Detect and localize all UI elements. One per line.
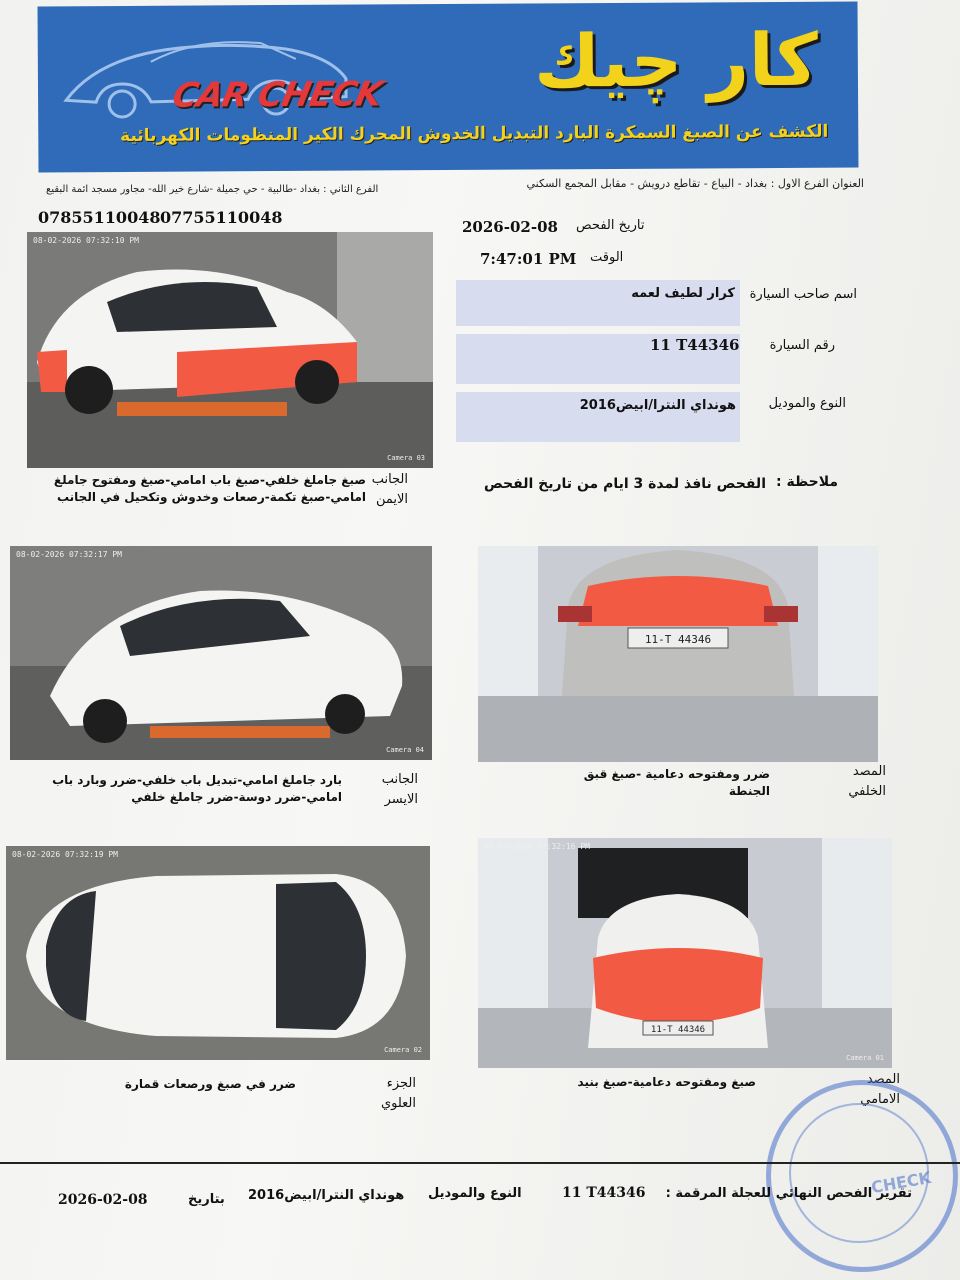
model-value: هونداي النترا/ابيض2016 (579, 398, 736, 413)
plate-label: رقم السيارة (769, 338, 835, 353)
company-stamp (766, 1080, 958, 1272)
right-side-label: الجانب الايمن (371, 472, 408, 507)
photo-top-timestamp: 08-02-2026 07:32:19 PM (12, 850, 118, 859)
front-plate-text: 11-T 44346 (650, 1025, 706, 1035)
branch1-address: العنوان الفرع الاول : بغداد - البياع - تقاطع درويش - مقابل المجمع السكني (526, 177, 864, 190)
date-value: 2026-02-08 (462, 218, 558, 236)
owner-value: كرار لطيف لعمه (631, 286, 735, 301)
rear-plate-text: 11-T 44346 (644, 633, 712, 646)
photo-front (478, 838, 892, 1068)
car-photo-top-image (6, 846, 430, 1060)
owner-label: اسم صاحب السيارة (749, 287, 857, 302)
stamp-text: CHECK (869, 1167, 933, 1198)
phone-1: 07755110048 (160, 208, 283, 227)
photo-front-timestamp: 08-02-2026 07:32:16 PM (484, 842, 590, 851)
footer-model-label: النوع والموديل (428, 1186, 522, 1201)
plate-value: 11 T44346 (650, 336, 740, 354)
footer-model-value: هونداي النترا/ابيض2016 (248, 1188, 405, 1203)
photo-front-camera: Camera 01 (846, 1054, 884, 1062)
time-label: الوقت (590, 250, 624, 265)
photo-top (6, 846, 430, 1060)
branch2-address: الفرع الثاني : بغداد -طالبية - حي جميلة -شارع خير الله- مجاور مسجد ائمة البقيع (46, 184, 379, 195)
photo-left-timestamp: 08-02-2026 07:32:17 PM (16, 550, 122, 559)
front-bumper-label: المصد الامامي (860, 1072, 900, 1107)
photo-left-side (10, 546, 432, 760)
left-side-label: الجانب الايسر (381, 772, 418, 807)
date-label: تاريخ الفحص (576, 218, 645, 233)
left-side-caption: بارد جاملغ امامي-تبديل باب خلفي-ضرر وبارد باب امامي-ضرر دوسة-ضرر جاملغ خلفي (52, 773, 342, 804)
footer-report-plate: 11 T44346 (562, 1185, 646, 1201)
photo-right-timestamp: 08-02-2026 07:32:10 PM (33, 236, 139, 245)
model-label: النوع والموديل (768, 396, 846, 411)
car-photo-left-image (10, 546, 432, 760)
brand-title: كار چيك (533, 17, 819, 104)
right-side-caption: صبغ جاملغ خلفي-صبغ باب امامي-صبغ ومفتوح جاملغ امامي-صبغ تكمة-رصعات وخدوش وتكحيل في الجانب (53, 473, 366, 504)
top-part-label: الجزء العلوي (380, 1076, 416, 1111)
header-banner (38, 1, 859, 172)
time-value: 7:47:01 PM (480, 250, 577, 268)
phone-2: 07855110048 (38, 208, 161, 227)
car-photo-rear-image (478, 546, 878, 762)
car-photo-front-image (478, 838, 892, 1068)
footer-date-label: بتاريخ (188, 1192, 225, 1207)
footer-date-value: 2026-02-08 (58, 1192, 148, 1208)
footer-divider (0, 1162, 960, 1164)
footer-report-label: تقرير الفحص النهائي للعجلة المرقمة : (665, 1186, 912, 1201)
top-part-caption: ضرر في صبغ ورصعات قمارة (124, 1077, 296, 1091)
logo-text: CAR CHECK (168, 74, 386, 116)
car-photo-right-image (27, 232, 433, 468)
front-bumper-caption: صبغ ومفتوحه دعامية-صبغ بنيد (577, 1075, 756, 1089)
note-value: الفحص نافذ لمدة 3 ايام من تاريخ الفحص (483, 476, 766, 492)
rear-bumper-label: المصد الخلفي (848, 764, 886, 799)
note-label: ملاحظة : (776, 474, 838, 490)
photo-top-camera: Camera 02 (384, 1046, 422, 1054)
photo-rear (478, 546, 878, 762)
photo-left-camera: Camera 04 (386, 746, 424, 754)
services-line: الكشف عن الصبغ السمكرة البارد التبديل الخدوش المحرك الكير المنظومات الكهربائية (120, 121, 829, 147)
photo-right-side (27, 232, 433, 468)
rear-bumper-caption: ضرر ومفتوحه دعامية -صبغ قبق الجنطة (583, 767, 770, 798)
photo-right-camera: Camera 03 (387, 454, 425, 462)
